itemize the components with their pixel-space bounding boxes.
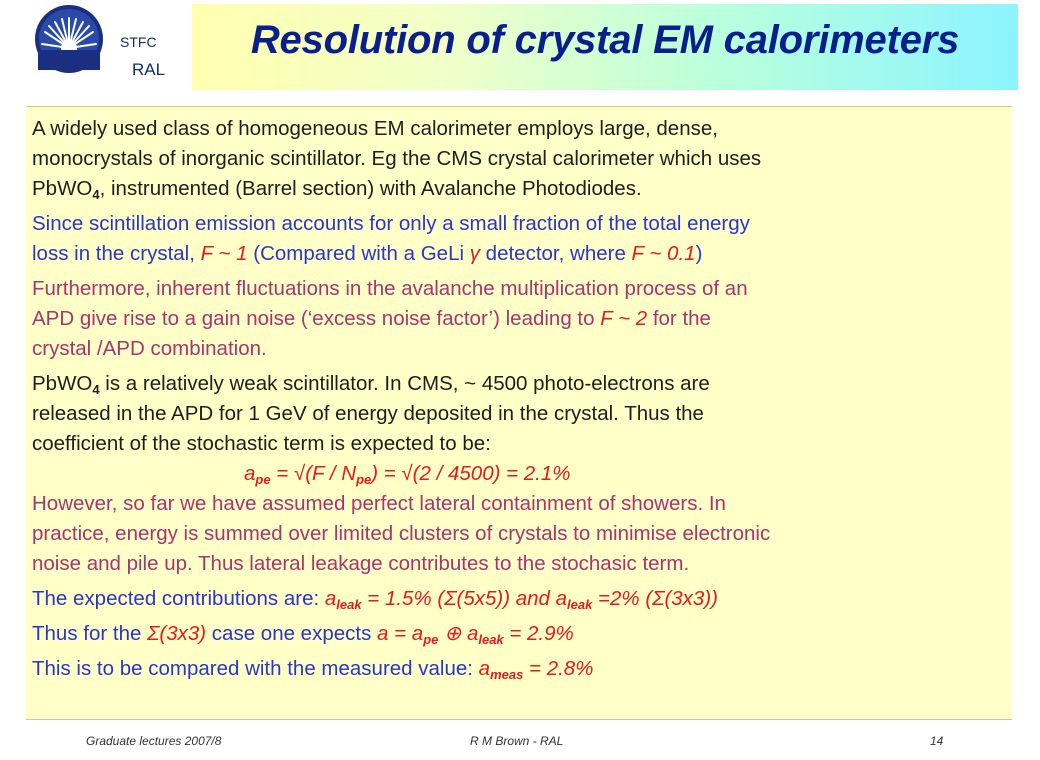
formula-sigma: Σ(3x3)	[147, 622, 207, 645]
slide-title: Resolution of crystal EM calorimeters	[250, 18, 960, 62]
subscript: 4	[92, 382, 100, 397]
paragraph-intro	[32, 114, 1012, 204]
subscript: meas	[490, 667, 524, 682]
subscript: leak	[567, 597, 593, 612]
text-line: This is to be compared with the measured value:	[32, 657, 479, 680]
eq-end: = 2.8%	[523, 657, 594, 680]
subscript: pe	[356, 472, 372, 487]
content-box	[26, 106, 1012, 720]
text-line: APD give rise to a gain noise (‘excess noise factor’) leading to	[32, 307, 601, 330]
eq-oplus: ⊕ a	[438, 622, 479, 645]
eq-end: = 2.9%	[503, 622, 574, 645]
stfc-sunburst-logo-icon	[34, 4, 104, 74]
text-line: practice, energy is summed over limited clusters of crystals to minimise electronic	[32, 522, 771, 545]
text-line: Thus for the	[32, 622, 148, 645]
eq-val: = 1.5% (Σ(5x5)) and	[361, 587, 556, 610]
eq-a: a	[478, 657, 491, 680]
formula-combined	[377, 622, 574, 645]
text-line: detector, where	[479, 242, 632, 265]
text-line: case one expects	[206, 622, 378, 645]
eq-a: a	[244, 462, 256, 485]
org-name-ral: RAL	[132, 60, 166, 79]
eq-a: a	[555, 587, 568, 610]
footer-course: Graduate lectures 2007/8	[86, 734, 222, 748]
formula-aleak-5x5	[325, 587, 718, 610]
paragraph-containment	[32, 489, 1012, 579]
text-line: coefficient of the stochastic term is expected to be:	[32, 432, 491, 455]
text-line: is a relatively weak scintillator. In CMS, ~ 4500 photo-electrons are	[99, 372, 710, 395]
text-line: noise and pile up. Thus lateral leakage contributes to the stochasic term.	[32, 552, 690, 575]
title-banner	[192, 4, 1018, 90]
text-line: However, so far we have assumed perfect lateral containment of showers. In	[32, 492, 726, 515]
text-line: Furthermore, inherent fluctuations in the avalanche multiplication process of an	[32, 277, 748, 300]
org-name-stfc: STFC	[120, 34, 157, 50]
eq-mid: = √(F / N	[270, 462, 357, 485]
text-line: , instrumented (Barrel section) with Avalanche Photodiodes.	[99, 177, 642, 200]
text-line: )	[695, 242, 703, 265]
text-line: monocrystals of inorganic scintillator. Eg the CMS crystal calorimeter which uses	[32, 147, 762, 170]
gamma-symbol: γ	[469, 242, 480, 265]
paragraph-measured	[32, 654, 1012, 684]
subscript: 4	[92, 187, 100, 202]
subscript: leak	[336, 597, 362, 612]
footer-author: R M Brown - RAL	[470, 734, 564, 748]
text-line: released in the APD for 1 GeV of energy deposited in the crystal. Thus the	[32, 402, 704, 425]
paragraph-expectation	[32, 619, 1012, 649]
eq-a: a = a	[377, 622, 424, 645]
paragraph-contributions	[32, 584, 1012, 614]
formula-f: F ~ 2	[600, 307, 648, 330]
formula-ameas	[479, 657, 594, 680]
paragraph-pbwo4	[32, 369, 1012, 459]
text-line: for the	[647, 307, 711, 330]
subscript: leak	[478, 632, 504, 647]
eq-val: =2% (Σ(3x3))	[592, 587, 718, 610]
text-line: (Compared with a GeLi	[247, 242, 470, 265]
paragraph-scintillation	[32, 209, 1012, 269]
text-line: Since scintillation emission accounts for only a small fraction of the total energy	[32, 212, 750, 235]
paragraph-apd	[32, 274, 1012, 364]
text-line: PbWO	[32, 177, 93, 200]
page-number: 14	[930, 734, 944, 748]
text-line: A widely used class of homogeneous EM calorimeter employs large, dense,	[32, 117, 718, 140]
eq-a: a	[324, 587, 337, 610]
text-line: The expected contributions are:	[32, 587, 325, 610]
subscript: pe	[423, 632, 439, 647]
text-line: crystal /APD combination.	[32, 337, 267, 360]
equation-ape	[32, 459, 1012, 489]
subscript: pe	[255, 472, 271, 487]
formula-f: F ~ 1	[200, 242, 248, 265]
formula-f: F ~ 0.1	[631, 242, 696, 265]
text-line: loss in the crystal,	[32, 242, 201, 265]
text-line: PbWO	[32, 372, 93, 395]
eq-end: ) = √(2 / 4500) = 2.1%	[371, 462, 571, 485]
